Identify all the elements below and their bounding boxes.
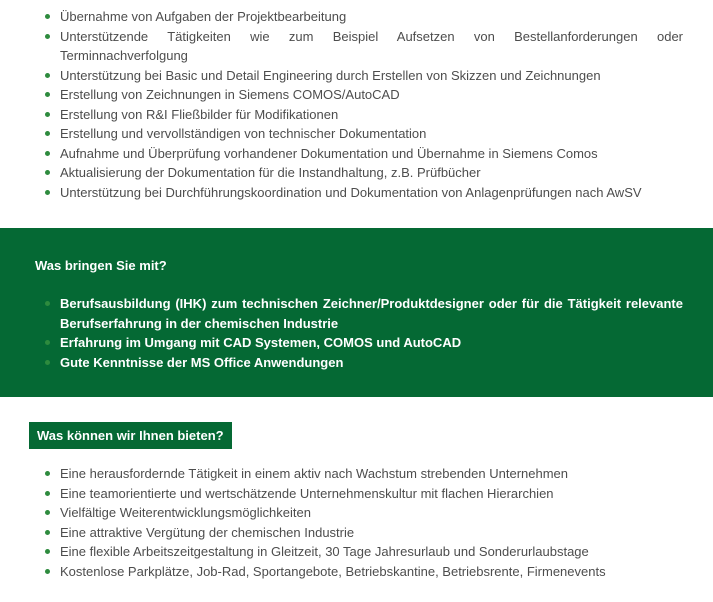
offer-heading: Was können wir Ihnen bieten? [29,422,232,449]
task-item: Unterstützung bei Durchführungskoordination und Dokumentation von Anlagenprüfungen nach AwSV [44,183,683,203]
offer-item: Eine teamorientierte und wertschätzende Unternehmenskultur mit flachen Hierarchien [44,484,683,504]
requirement-item: Berufsausbildung (IHK) zum technischen Zeichner/Produktdesigner oder für die Tätigkeit relevante Berufserfahrung in der chemischen Industrie [44,294,683,333]
task-item: Unterstützende Tätigkeiten wie zum Beispiel Aufsetzen von Bestellanforderungen oder Terminnachverfolgung [44,27,683,66]
offer-item: Kostenlose Parkplätze, Job-Rad, Sportangebote, Betriebskantine, Betriebsrente, Firmenevents [44,562,683,582]
task-item: Übernahme von Aufgaben der Projektbearbeitung [44,7,683,27]
requirements-section [0,228,713,397]
requirement-item: Gute Kenntnisse der MS Office Anwendungen [44,353,683,373]
task-item: Aktualisierung der Dokumentation für die Instandhaltung, z.B. Prüfbücher [44,163,683,183]
offer-item: Eine herausfordernde Tätigkeit in einem aktiv nach Wachstum strebenden Unternehmen [44,464,683,484]
task-item: Unterstützung bei Basic und Detail Engineering durch Erstellen von Skizzen und Zeichnungen [44,66,683,86]
offer-item: Eine attraktive Vergütung der chemischen Industrie [44,523,683,543]
offer-item: Eine flexible Arbeitszeitgestaltung in Gleitzeit, 30 Tage Jahresurlaub und Sonderurlaubstage [44,542,683,562]
task-item: Erstellung von R&I Fließbilder für Modifikationen [44,105,683,125]
requirement-item: Erfahrung im Umgang mit CAD Systemen, COMOS und AutoCAD [44,333,683,353]
task-item: Aufnahme und Überprüfung vorhandener Dokumentation und Übernahme in Siemens Comos [44,144,683,164]
tasks-list [44,7,683,202]
task-item: Erstellung von Zeichnungen in Siemens COMOS/AutoCAD [44,85,683,105]
requirements-list [44,294,683,372]
requirements-heading: Was bringen Sie mit? [35,258,167,273]
offer-item: Vielfältige Weiterentwicklungsmöglichkeiten [44,503,683,523]
offer-list [44,464,683,581]
task-item: Erstellung und vervollständigen von technischer Dokumentation [44,124,683,144]
